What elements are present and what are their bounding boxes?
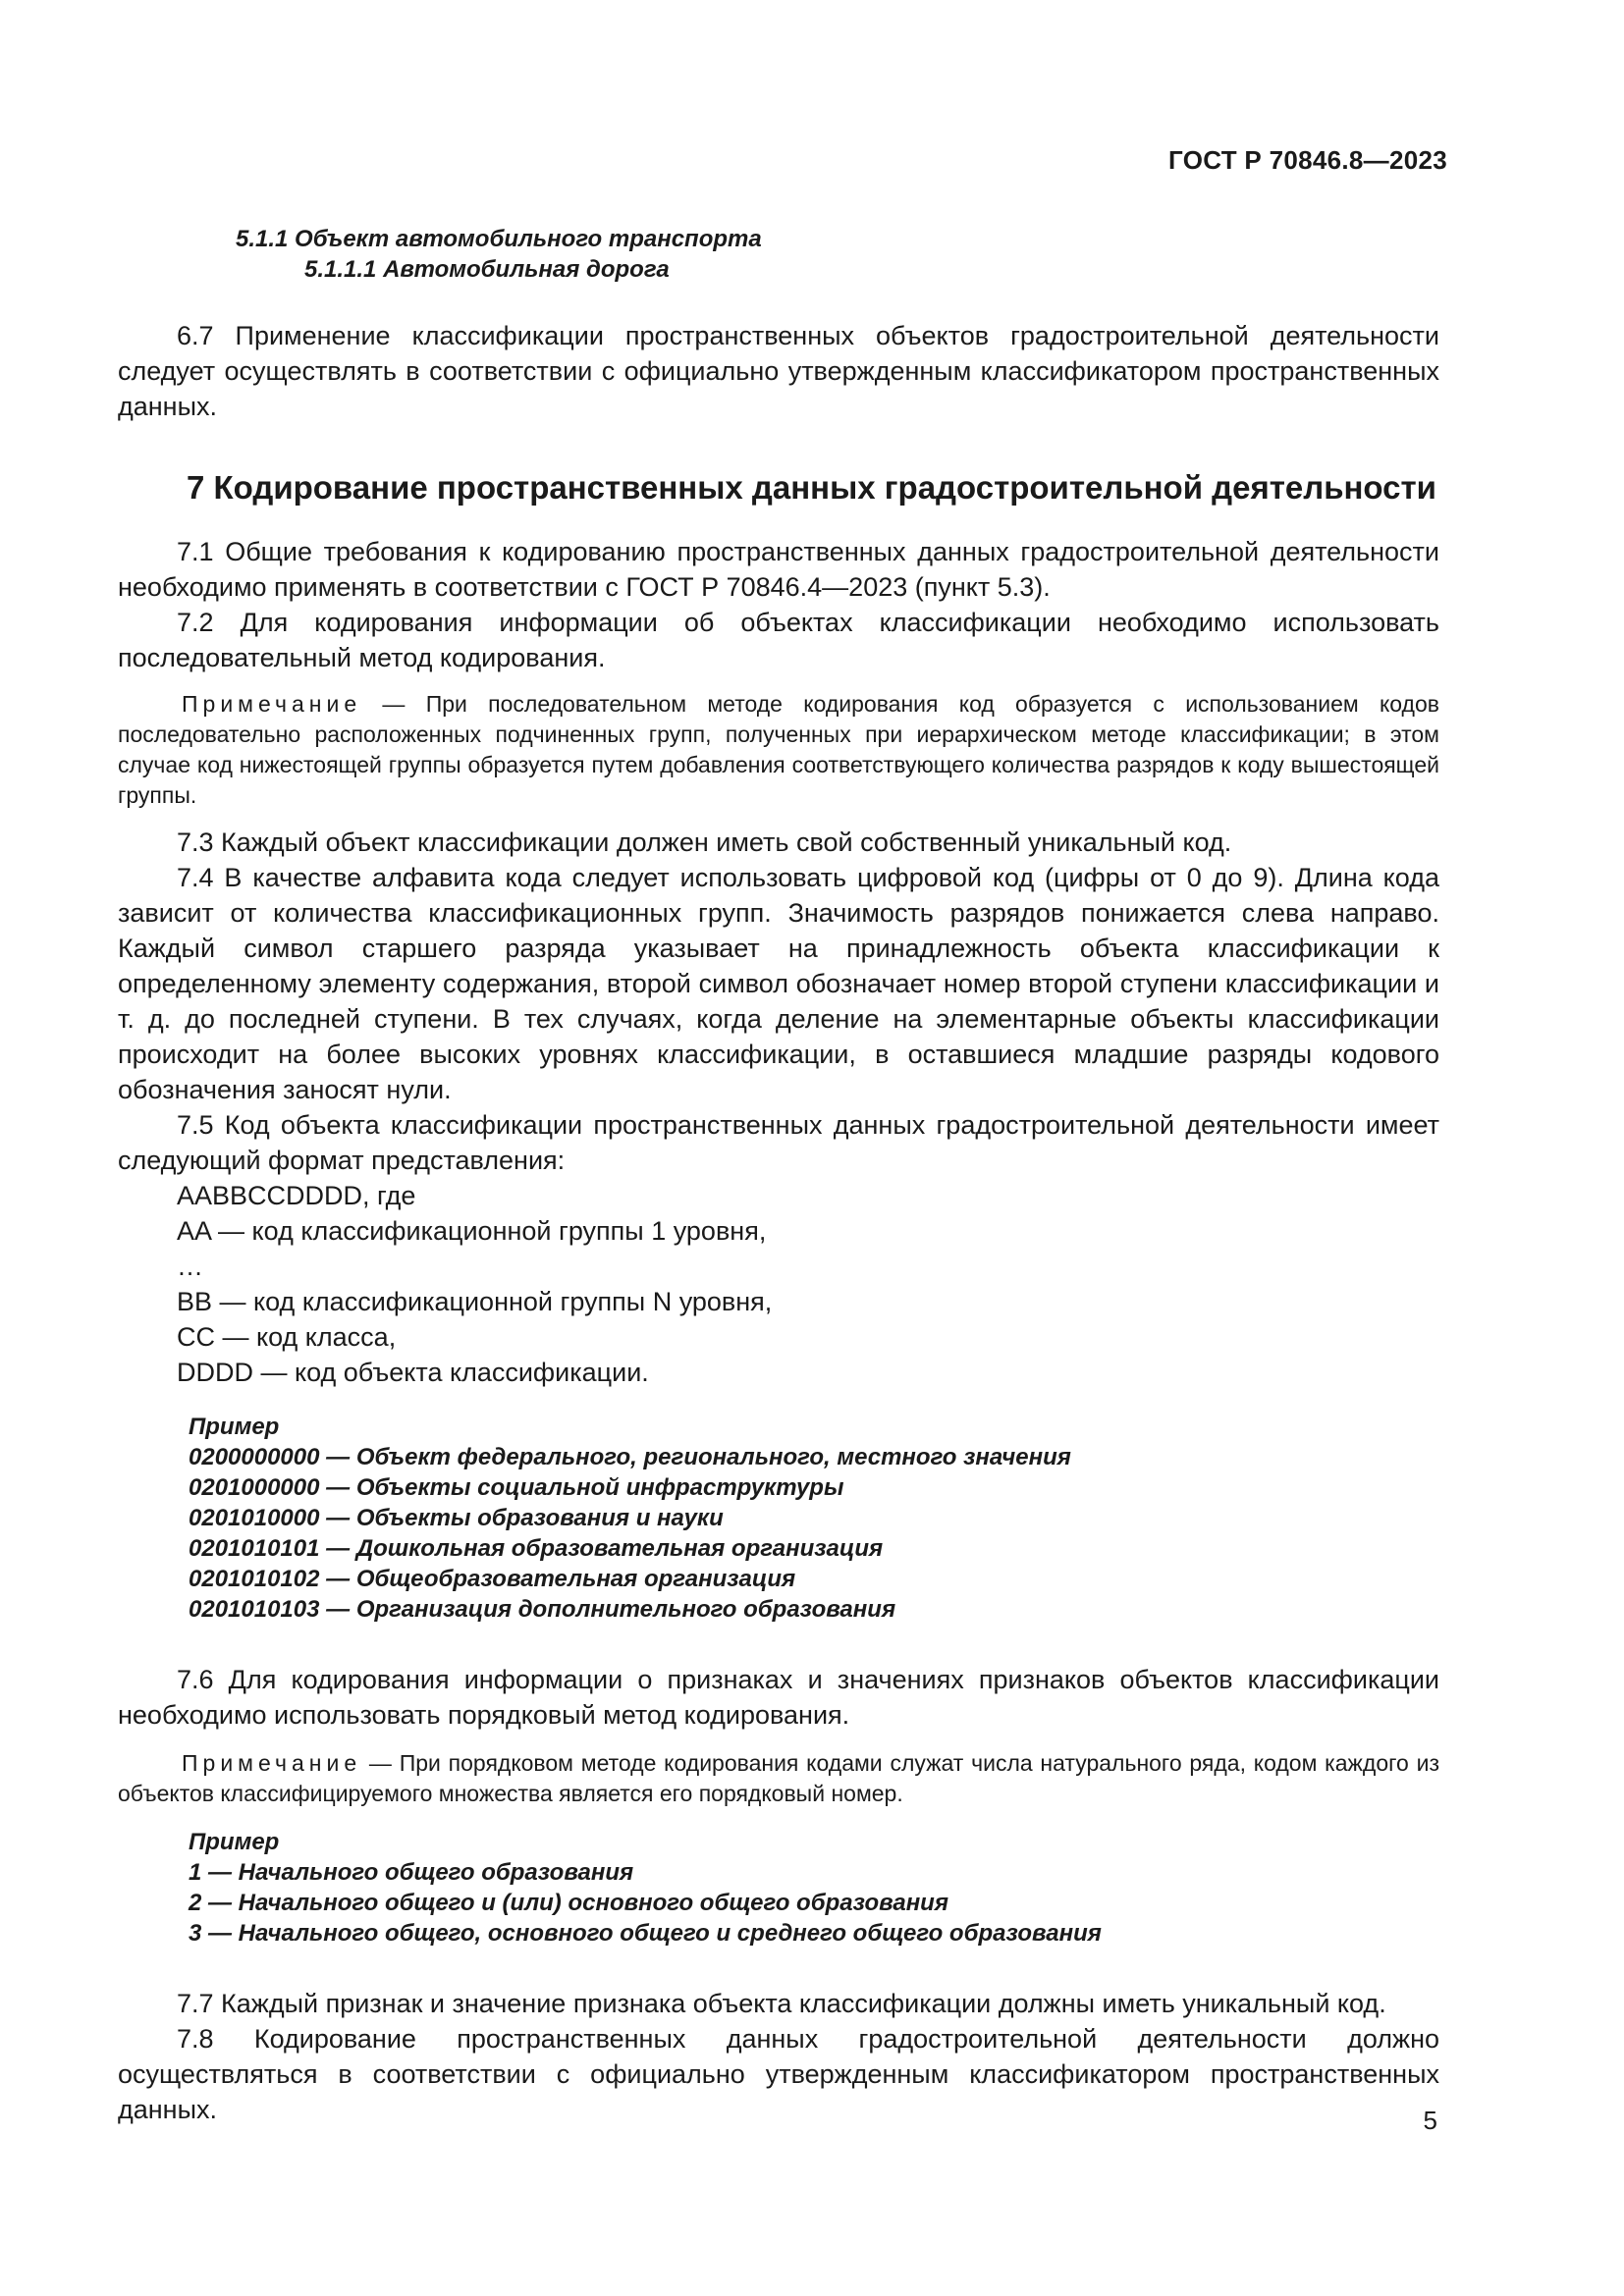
example-1 <box>189 1412 1439 1625</box>
toc-item-5-1-1-1: 5.1.1.1 Автомобильная дорога <box>304 256 670 283</box>
note-1 <box>118 689 1439 811</box>
section-7-title: 7 Кодирование пространственных данных градостроительной деятельности <box>187 469 1436 506</box>
example-line: 0201010102 — Общеобразовательная организация <box>189 1566 796 1592</box>
toc-item-5-1-1: 5.1.1 Объект автомобильного транспорта <box>236 226 762 252</box>
paragraph-7-7: 7.7 Каждый признак и значение признака объекта классификации должны иметь уникальный код. <box>177 1989 1386 2018</box>
example-2 <box>189 1827 1439 1949</box>
format-line: AABBCCDDDD, где <box>177 1181 416 1210</box>
paragraph-6-7: 6.7 Применение классификации пространственных объектов градостроительной деятельности следует осуществлять в соответствии с официально утвержденным классификатором пространственных данных. <box>118 321 1439 421</box>
example-line: 1 — Начального общего образования <box>189 1859 634 1886</box>
paragraph-7-5: 7.5 Код объекта классификации пространственных данных градостроительной деятельности имеет следующий формат представления: <box>118 1110 1439 1175</box>
format-list <box>118 1178 1439 1390</box>
document-header: ГОСТ Р 70846.8—2023 <box>1168 145 1447 175</box>
paragraph-7-4: 7.4 В качестве алфавита кода следует использовать цифровой код (цифры от 0 до 9). Длина кода зависит от количества классификационных групп. Значимость разрядов понижается слева направо. Каждый символ старшего разряда указывает на принадлежность объекта классификации к определенному элементу содержания, второй символ обозначает номер второй ступени классификации и т. д. до последней ступени. В тех случаях, когда деление на элементарные объекты классификации происходит на более высоких уровнях классификации, в оставшиеся младшие разряды кодового обозначения заносят нули. <box>118 863 1439 1104</box>
format-line: CC — код класса, <box>177 1322 397 1352</box>
example-line: 0201010101 — Дошкольная образовательная организация <box>189 1535 884 1562</box>
example-line: 0201010000 — Объекты образования и науки <box>189 1505 724 1531</box>
example-line: Пример <box>189 1829 280 1855</box>
note-1-text: — При последовательном методе кодирования код образуется с использованием кодов последовательно расположенных подчиненных групп, полученных при иерархическом методе классификации; в этом случае код нижестоящей группы образуется путем добавления соответствующего количества разрядов к коду вышестоящей группы. <box>118 691 1439 808</box>
note-2-label: Примечание <box>182 1750 362 1776</box>
paragraph-7-6: 7.6 Для кодирования информации о признаках и значениях признаков объектов классификации необходимо использовать порядковый метод кодирования. <box>118 1665 1439 1730</box>
example-line: 0201010103 — Организация дополнительного образования <box>189 1596 896 1623</box>
example-line: 3 — Начального общего, основного общего и среднего общего образования <box>189 1920 1102 1947</box>
note-2 <box>118 1748 1439 1809</box>
example-line: 0200000000 — Объект федерального, регионального, местного значения <box>189 1444 1071 1470</box>
example-line: Пример <box>189 1414 280 1440</box>
example-line: 2 — Начального общего и (или) основного общего образования <box>189 1890 948 1916</box>
paragraph-7-1: 7.1 Общие требования к кодированию пространственных данных градостроительной деятельности необходимо применять в соответствии с ГОСТ Р 70846.4—2023 (пункт 5.3). <box>118 537 1439 602</box>
paragraph-7-3: 7.3 Каждый объект классификации должен иметь свой собственный уникальный код. <box>177 828 1232 857</box>
format-line: BB — код классификационной группы N уровня, <box>177 1287 773 1316</box>
note-1-label: Примечание <box>182 691 362 717</box>
format-line: AA — код классификационной группы 1 уровня, <box>177 1216 767 1246</box>
page-number: 5 <box>1423 2106 1437 2135</box>
note-2-text: — При порядковом методе кодирования кодами служат числа натурального ряда, кодом каждого из объектов классифицируемого множества является его порядковый номер. <box>118 1750 1439 1806</box>
format-line: DDDD — код объекта классификации. <box>177 1358 649 1387</box>
paragraph-7-2: 7.2 Для кодирования информации об объектах классификации необходимо использовать последовательный метод кодирования. <box>118 608 1439 672</box>
page-content <box>118 224 1439 2127</box>
example-line: 0201000000 — Объекты социальной инфраструктуры <box>189 1474 844 1501</box>
format-line: … <box>177 1252 203 1281</box>
paragraph-7-8: 7.8 Кодирование пространственных данных градостроительной деятельности должно осуществляться в соответствии с официально утвержденным классификатором пространственных данных. <box>118 2024 1439 2124</box>
